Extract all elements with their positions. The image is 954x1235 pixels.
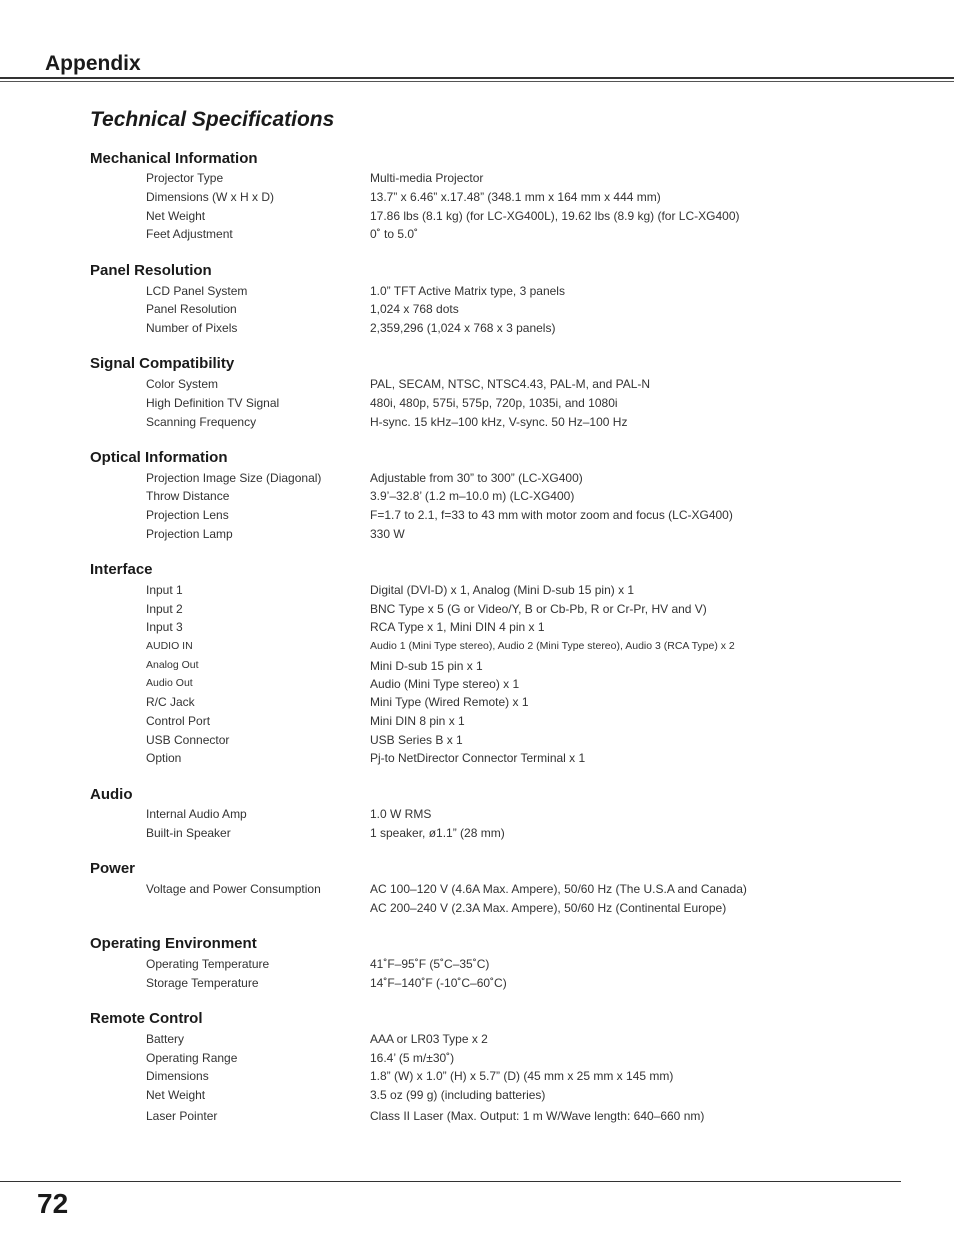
spec-label: Operating Range xyxy=(146,1051,238,1065)
spec-value: 1 speaker, ø1.1” (28 mm) xyxy=(370,826,505,840)
spec-value: 1,024 x 768 dots xyxy=(370,302,459,316)
spec-value: 1.0” TFT Active Matrix type, 3 panels xyxy=(370,284,565,298)
spec-label: R/C Jack xyxy=(146,695,195,709)
spec-label: Operating Temperature xyxy=(146,957,270,971)
spec-row xyxy=(0,171,954,189)
spec-row xyxy=(0,1032,954,1050)
section-title-panel: Panel Resolution xyxy=(90,262,212,279)
spec-label: Laser Pointer xyxy=(146,1109,218,1123)
spec-label: High Definition TV Signal xyxy=(146,396,280,410)
spec-row xyxy=(0,976,954,994)
spec-label: Net Weight xyxy=(146,1088,206,1102)
spec-value: 330 W xyxy=(370,527,405,541)
spec-value: 16.4’ (5 m/±30˚) xyxy=(370,1051,455,1065)
spec-value: 41˚F–95˚F (5˚C–35˚C) xyxy=(370,957,490,971)
spec-label: Internal Audio Amp xyxy=(146,807,247,821)
spec-label: Input 1 xyxy=(146,583,183,597)
spec-row xyxy=(0,1051,954,1069)
footer-rule xyxy=(0,1181,901,1182)
spec-value: Pj-to NetDirector Connector Terminal x 1 xyxy=(370,751,586,765)
spec-value: F=1.7 to 2.1, f=33 to 43 mm with motor zoom and focus (LC-XG400) xyxy=(370,508,733,522)
spec-label: AUDIO IN xyxy=(146,640,193,652)
page-number: 72 xyxy=(37,1188,69,1219)
spec-row xyxy=(0,508,954,526)
spec-value: H-sync. 15 kHz–100 kHz, V-sync. 50 Hz–100 Hz xyxy=(370,415,628,429)
header-title: Appendix xyxy=(45,52,141,75)
spec-label: Input 2 xyxy=(146,602,183,616)
spec-row xyxy=(0,489,954,507)
section-title-audio: Audio xyxy=(90,786,133,803)
spec-value: 3.5 oz (99 g) (including batteries) xyxy=(370,1088,546,1102)
spec-label: Analog Out xyxy=(146,659,199,671)
spec-row xyxy=(0,209,954,227)
spec-row xyxy=(0,957,954,975)
spec-label: Feet Adjustment xyxy=(146,227,233,241)
spec-row xyxy=(0,583,954,601)
spec-value: USB Series B x 1 xyxy=(370,733,463,747)
spec-row xyxy=(0,677,954,695)
header-rule xyxy=(0,77,954,79)
spec-label: Color System xyxy=(146,377,219,391)
spec-value: Mini D-sub 15 pin x 1 xyxy=(370,659,483,673)
spec-row xyxy=(0,659,954,677)
spec-value: Class II Laser (Max. Output: 1 m W/Wave length: 640–660 nm) xyxy=(370,1109,705,1123)
spec-label: LCD Panel System xyxy=(146,284,248,298)
spec-label: Dimensions xyxy=(146,1069,209,1083)
section-title-power: Power xyxy=(90,860,136,877)
spec-row xyxy=(0,1088,954,1106)
spec-row xyxy=(0,640,954,658)
spec-label: Throw Distance xyxy=(146,489,230,503)
section-title-environment: Operating Environment xyxy=(90,935,257,952)
spec-label: Control Port xyxy=(146,714,211,728)
spec-value: 14˚F–140˚F (-10˚C–60˚C) xyxy=(370,976,507,990)
spec-label: Dimensions (W x H x D) xyxy=(146,190,275,204)
spec-value: 1.8” (W) x 1.0” (H) x 5.7” (D) (45 mm x 25 mm x 145 mm) xyxy=(370,1069,674,1083)
spec-label: Panel Resolution xyxy=(146,302,237,316)
section-title-mechanical: Mechanical Information xyxy=(90,150,258,167)
spec-row xyxy=(0,733,954,751)
spec-label: Projector Type xyxy=(146,171,224,185)
spec-row xyxy=(0,471,954,489)
spec-row xyxy=(0,1109,954,1127)
spec-value: Adjustable from 30” to 300” (LC-XG400) xyxy=(370,471,583,485)
spec-label: Voltage and Power Consumption xyxy=(146,882,321,896)
spec-row xyxy=(0,882,954,900)
spec-row xyxy=(0,396,954,414)
spec-value: Digital (DVI-D) x 1, Analog (Mini D-sub 15 pin) x 1 xyxy=(370,583,635,597)
spec-row xyxy=(0,1069,954,1087)
section-title-interface: Interface xyxy=(90,561,153,578)
spec-value: AAA or LR03 Type x 2 xyxy=(370,1032,488,1046)
spec-value: 0˚ to 5.0˚ xyxy=(370,227,419,241)
spec-row xyxy=(0,751,954,769)
spec-value: RCA Type x 1, Mini DIN 4 pin x 1 xyxy=(370,620,545,634)
spec-row xyxy=(0,377,954,395)
spec-value: Mini DIN 8 pin x 1 xyxy=(370,714,465,728)
section-title-optical: Optical Information xyxy=(90,449,228,466)
spec-label: Projection Lens xyxy=(146,508,229,522)
spec-label: USB Connector xyxy=(146,733,230,747)
spec-value: BNC Type x 5 (G or Video/Y, B or Cb-Pb, R or Cr-Pr, HV and V) xyxy=(370,602,707,616)
spec-value: 13.7” x 6.46” x.17.48” (348.1 mm x 164 mm x 444 mm) xyxy=(370,190,661,204)
spec-label: Input 3 xyxy=(146,620,183,634)
page-heading: Technical Specifications xyxy=(90,108,335,131)
spec-label: Number of Pixels xyxy=(146,321,238,335)
header-rule-thin xyxy=(0,81,954,82)
spec-row xyxy=(0,620,954,638)
spec-row xyxy=(0,714,954,732)
spec-row xyxy=(0,190,954,208)
spec-label: Option xyxy=(146,751,182,765)
spec-value: Multi-media Projector xyxy=(370,171,484,185)
spec-value: 1.0 W RMS xyxy=(370,807,432,821)
spec-value: AC 100–120 V (4.6A Max. Ampere), 50/60 Hz (The U.S.A and Canada) xyxy=(370,882,747,896)
spec-label: Battery xyxy=(146,1032,185,1046)
spec-label: Projection Lamp xyxy=(146,527,233,541)
spec-row xyxy=(0,302,954,320)
spec-row xyxy=(0,527,954,545)
spec-row xyxy=(0,826,954,844)
spec-label: Storage Temperature xyxy=(146,976,259,990)
spec-value: AC 200–240 V (2.3A Max. Ampere), 50/60 Hz (Continental Europe) xyxy=(370,901,727,915)
spec-value: Audio 1 (Mini Type stereo), Audio 2 (Mini Type stereo), Audio 3 (RCA Type) x 2 xyxy=(370,640,735,652)
section-title-remote: Remote Control xyxy=(90,1010,203,1027)
spec-value: 480i, 480p, 575i, 575p, 720p, 1035i, and 1080i xyxy=(370,396,618,410)
spec-row xyxy=(0,321,954,339)
spec-row xyxy=(0,284,954,302)
spec-row xyxy=(0,901,954,919)
spec-value: 17.86 lbs (8.1 kg) (for LC-XG400L), 19.62 lbs (8.9 kg) (for LC-XG400) xyxy=(370,209,740,223)
spec-value: Mini Type (Wired Remote) x 1 xyxy=(370,695,529,709)
spec-row xyxy=(0,227,954,245)
spec-label: Net Weight xyxy=(146,209,206,223)
spec-row xyxy=(0,807,954,825)
spec-value: 2,359,296 (1,024 x 768 x 3 panels) xyxy=(370,321,556,335)
spec-row xyxy=(0,415,954,433)
spec-label: Audio Out xyxy=(146,677,193,689)
spec-value: Audio (Mini Type stereo) x 1 xyxy=(370,677,520,691)
spec-label: Projection Image Size (Diagonal) xyxy=(146,471,322,485)
spec-label: Built-in Speaker xyxy=(146,826,231,840)
spec-value: PAL, SECAM, NTSC, NTSC4.43, PAL-M, and PAL-N xyxy=(370,377,651,391)
spec-label: Scanning Frequency xyxy=(146,415,257,429)
spec-value: 3.9’–32.8’ (1.2 m–10.0 m) (LC-XG400) xyxy=(370,489,575,503)
section-title-signal: Signal Compatibility xyxy=(90,355,235,372)
spec-row xyxy=(0,695,954,713)
spec-row xyxy=(0,602,954,620)
